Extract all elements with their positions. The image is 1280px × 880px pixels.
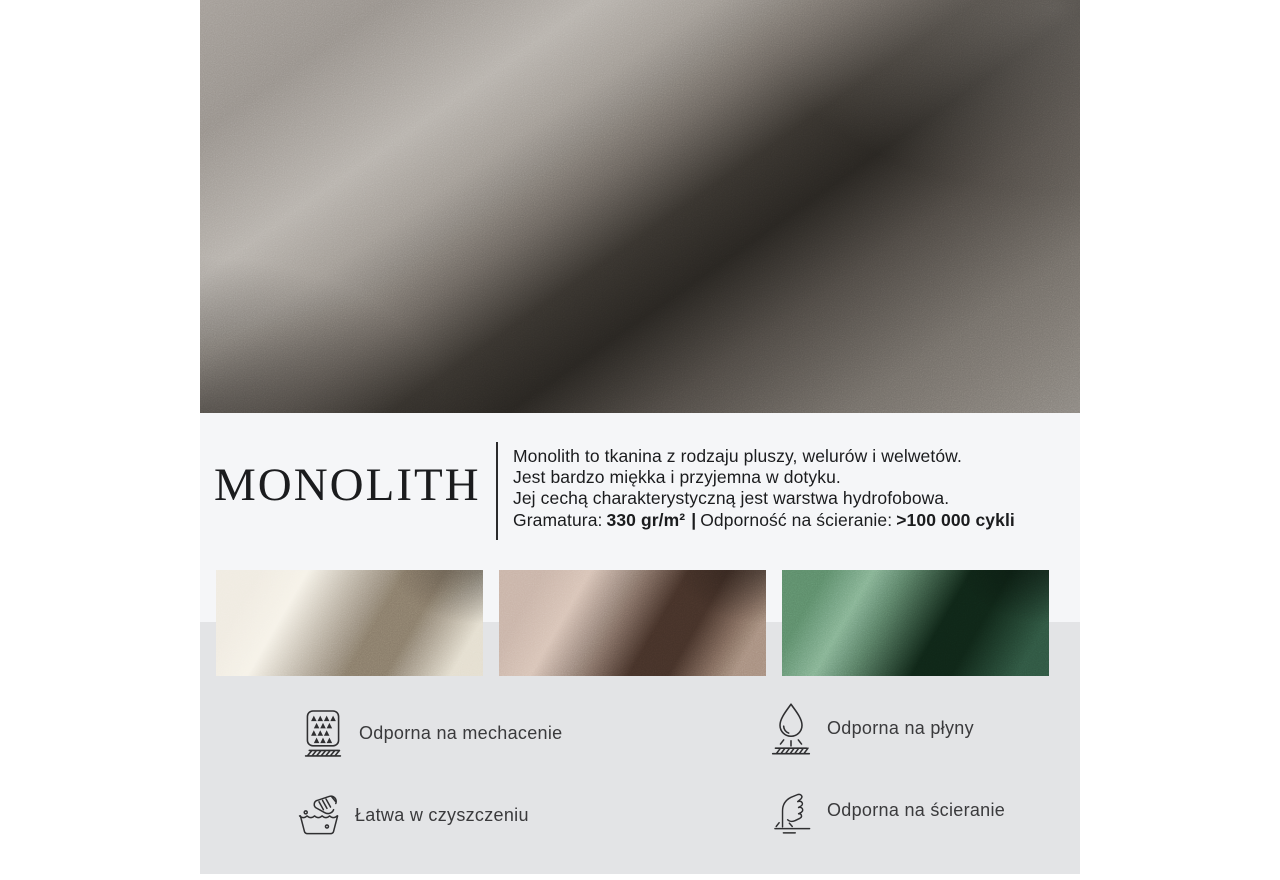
abrasion-label: Odporność na ścieranie: <box>700 510 893 530</box>
feature-label: Odporna na ścieranie <box>827 799 1006 820</box>
weight-value: 330 gr/m² <box>606 510 686 530</box>
description-line: Jej cechą charakterystyczną jest warstwa hydrofobowa. <box>513 488 950 508</box>
feature-label: Odporna na mechacenie <box>359 722 563 743</box>
feature-pilling-resistant <box>300 703 562 763</box>
abrasion-value: >100 000 cykli <box>896 510 1015 530</box>
description-line: Monolith to tkanina z rodzaju pluszy, welurów i welwetów. <box>513 446 962 466</box>
fabric-grain-texture <box>782 570 1049 676</box>
swatch-cream-image <box>216 570 483 676</box>
fabric-description <box>513 446 1015 531</box>
page-title: MONOLITH <box>214 459 481 511</box>
feature-label: Odporna na płyny <box>827 717 974 738</box>
swatch-bottle-green-image <box>782 570 1049 676</box>
feature-liquid-resistant <box>768 698 974 758</box>
feature-abrasion-resistant <box>768 780 1005 840</box>
fabric-grain-texture <box>200 0 1080 413</box>
specs-separator: | <box>691 510 697 530</box>
swatch-rose-taupe-image <box>499 570 766 676</box>
feature-easy-cleaning <box>296 785 529 845</box>
description-line: Jest bardzo miękka i przyjemna w dotyku. <box>513 467 841 487</box>
pilling-resistant-icon <box>300 707 346 759</box>
color-swatches <box>216 570 1049 676</box>
abrasion-resistant-icon <box>768 783 814 837</box>
fabric-hero-image <box>200 0 1080 413</box>
fabric-grain-texture <box>216 570 483 676</box>
liquid-resistant-icon <box>768 701 814 755</box>
content-column <box>200 0 1080 880</box>
feature-label: Łatwa w czyszczeniu <box>355 804 529 825</box>
bottom-margin <box>200 874 1080 880</box>
easy-cleaning-icon <box>296 791 342 839</box>
weight-label: Gramatura: <box>513 510 603 530</box>
fabric-grain-texture <box>499 570 766 676</box>
specs-line <box>513 510 1015 531</box>
vertical-divider <box>496 442 498 540</box>
